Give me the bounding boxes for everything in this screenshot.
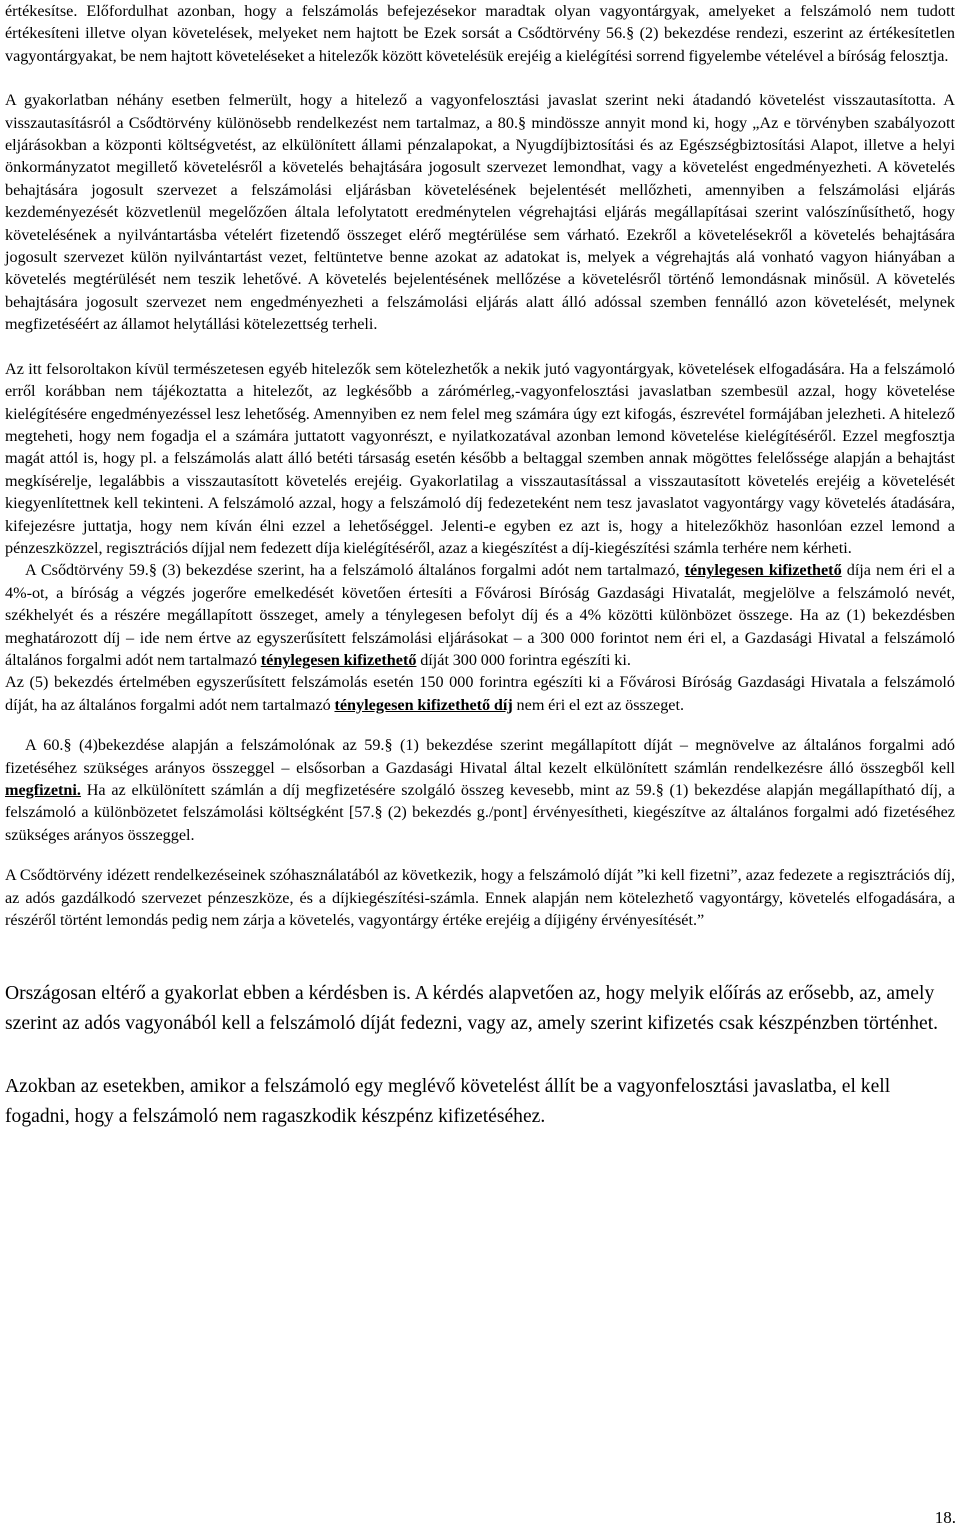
paragraph-section-60-4 <box>5 734 955 846</box>
paragraph-creditor-acceptance: Az itt felsoroltakon kívül természetesen egyéb hitelezők sem kötelezhetők a nekik jutó vagyontárgyak, követelések elfogadására. Ha a felszámoló erről korábban nem tájékoztatta a hitelezőt, az legkésőbb a zárómérleg,-vagyonfelosztási javaslatban szembesül azzal, hogy követelése kielégítésére engedményezéssel lesz lehetőség. Amennyiben ez nem felel meg számára úgy ezt kifogás, észrevétel formájában jelezheti. A hitelező megteheti, hogy nem fogadja el a számára juttatott vagyonrészt, e nyilatkozatával azonban lemond követelése kielégítéséről. Ezzel megfosztja magát attól is, hogy pl. a felszámolás alatt álló betéti társaság esetén később a beltaggal szemben annak mögöttes felelőssége alapján a behajtást megkísérelje, legalábbis a visszautasított követelés erejéig. Gyakorlatilag a visszautasítással a visszautasított követelés erejéig a követelését kiegyenlítettnek kell tekinteni. A felszámoló azzal, hogy a felszámoló díj fedezeteként nem tesz javaslatot vagyontárgy vagy követelés átadására, kifejezésre juttatja, hogy nem kíván élni ezzel a lehetőséggel. Jelenti-e egyben ez azt is, hogy a hitelezőkhöz hasonlóan ezzel lemond a pénzeszközzel, regisztrációs díjjal nem fedezett díja kielégítéséről, azaz a kiegészítést a díj-kiegészítési számla terhére nem kérheti. <box>5 359 955 557</box>
text-run: díja nem éri el a 4%-ot, a bíróság a végzés jogerőre emelkedését követően értesíti a Fővárosi Bíróság Gazdasági Hivatalát, megjelölve a felszámoló nevét, székhelyét és a részére megállapított összeget, amely a ténylegesen befolyt díj és a 4% közötti különbözet összege. Ha az (1) bekezdésben meghatározott díj – ide nem értve az egyszerűsített felszámolási eljárásokat – a 300 000 forintot nem éri el, a Gazdasági Hivatal a felszámoló általános forgalmi adót nem tartalmazó <box>5 561 955 669</box>
text-run: Az (5) bekezdés értelmében egyszerűsített felszámolás esetén 150 000 forintra egészíti ki a Fővárosi Bíróság Gazdasági Hivatala a felszámoló díját, ha az általános forgalmi adót nem tartalmazó <box>5 673 955 714</box>
underlined-term: megfizetni. <box>5 781 81 799</box>
text-run: díját 300 000 forintra egészíti ki. <box>416 650 631 669</box>
paragraph-conclusion: Azokban az esetekben, amikor a felszámoló egy meglévő követelést állít be a vagyonfelosztási javaslatba, el kell fogadni, hogy a felszámoló nem ragaszkodik készpénz kifizetéséhez. <box>5 1076 891 1127</box>
paragraph-fee-payment-interpretation: A Csődtörvény idézett rendelkezéseinek szóhasználatából az következik, hogy a felszámoló díját ”ki kell fizetni”, azaz fedezete a regisztrációs díj, az adós gazdálkodó szervezet pénzeszköze, és a díjkiegészítési-számla. Ennek alapján nem kötelezhető vagyontárgy, követelés elfogadására, a részéről történt lemondás pedig nem zárja a követelés, vagyontárgy értéke erejéig a díjigény érvényesítését.” <box>5 866 955 930</box>
text-run: A 60.§ (4)bekezdése alapján a felszámolónak az 59.§ (1) bekezdése szerint megállapított díját – megnövelve az általános forgalmi adó fizetéséhez szükséges arányos összeggel – elsősorban a Gazdasági Hivatal által kezelt elkülönített számlán rendelkezésre álló összegből kell <box>5 736 955 777</box>
text-run: Ha az elkülönített számlán a díj megfizetésére szolgáló összeg kevesebb, mint az 59.§ (1) bekezdése alapján megállapítható díj, a felszámoló a különbözetet felszámolási költségként [57.§ (2) bekezdés g./pont] érvényesítheti, kiegészítve az általános forgalmi adó fizetéséhez szükséges arányos összeggel. <box>5 781 955 844</box>
underlined-term: ténylegesen kifizethető <box>260 650 417 669</box>
underlined-term: ténylegesen kifizethető <box>684 561 842 580</box>
underlined-term: ténylegesen kifizethető díj <box>334 695 513 714</box>
paragraph-national-practice: Országosan eltérő a gyakorlat ebben a kérdésben is. A kérdés alapvetően az, hogy melyik előírás az erősebb, az, amely szerint az adós vagyonából kell a felszámoló díját fedezni, vagy az, amely szerint kifizetés csak készpénzben történhet. <box>5 983 939 1034</box>
paragraph-asset-distribution: értékesítse. Előfordulhat azonban, hogy a felszámolás befejezésekor maradtak olyan vagyontárgyak, amelyeket a felszámoló nem tudott értékesíteni illetve olyan követelések, melyeket nem hajtott be Ezek sorsát a Csődtörvény 56.§ (2) bekezdése rendezi, eszerint az értékesítetlen vagyontárgyakat, be nem hajtott követeléseket a hitelezők között követelésük erejéig a kielégítési sorrend figyelembe vételével a bíróság felosztja. <box>5 2 955 65</box>
page-number: 18. <box>934 1508 956 1527</box>
document-body <box>5 0 955 1131</box>
text-run: A Csődtörvény 59.§ (3) bekezdése szerint, ha a felszámoló általános forgalmi adót nem tartalmazó, <box>25 561 685 580</box>
text-run: nem éri el ezt az összeget. <box>512 695 685 714</box>
paragraph-creditor-refusal: A gyakorlatban néhány esetben felmerült, hogy a hitelező a vagyonfelosztási javaslat szerint neki átadandó követelést visszautasította. A visszautasításról a Csődtörvény különösebb rendelkezést nem tartalmaz, a 80.§ mindössze annyit mond ki, hogy „Az e törvényben szabályozott eljárásokban a központi költségvetést, az elkülönített állami pénzalapokat, a Nyugdíjbiztosítási és az Egészségbiztosítási Alapot, illetve a helyi önkormányzatot megillető követelésről a követelés behajtására jogosult szervezet lemondhat, vagy a követelést engedményezheti. A követelés behajtására jogosult szervezet a felszámolási eljárásban követelésének bejelentését mellőzheti, amennyiben a felszámolási eljárás kezdeményezését közvetlenül megelőzően általa lefolytatott eredménytelen végrehajtási eljárás megállapításai szerint valószínűsíthető, hogy követelésének a nyilvántartásba vételért fizetendő összeget elérő megtérülése sem várható. Ezekről a követelésekről a követelés behajtására jogosult szervezet külön nyilvántartást vezet, feltüntetve benne azokat az adatokat is, melyek a végrehajtás alá vonható vagyon hiányában a követelés megtérülését nem teszik lehetővé. A követelés bejelentésének mellőzése a követelésről történő lemondásnak minősül. A követelés behajtására jogosult szervezet nem engedményezheti a felszámolási eljárás alatt álló adóssal szemben fennálló azon követelését, melynek megfizetéséért az államot helytállási kötelezettség terheli. <box>5 91 955 334</box>
paragraph-section-59-5 <box>5 671 955 716</box>
paragraph-section-59-3 <box>5 559 955 671</box>
